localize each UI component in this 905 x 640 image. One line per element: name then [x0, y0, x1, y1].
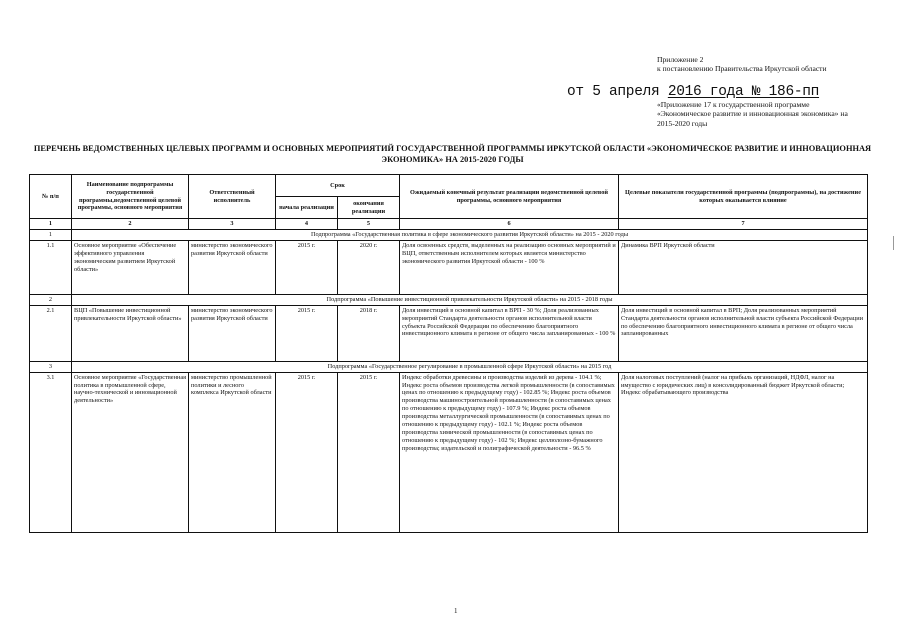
header-term: Срок: [276, 175, 400, 197]
annex-line-2: к постановлению Правительства Иркутской области: [657, 64, 827, 74]
row-result: Индекс обработки древесины и производства изделий из дерева - 104.1 %; Индекс роста объемов производства легкой промышленности (в сопоставимых ценах по отношению к предыдущему году) - 102.85 %; Индекс роста объемов производства машиностроительной промышленности (в сопоставимых ценах по отношению к предыдущему году) - 107.9 %; Индекс роста объемов производства металлургической промышленности (в сопоставимых ценах по отношению к предыдущему году) - 102.1 %; Индекс роста объемов производства химической промышленности (в сопоставимых ценах по отношению к предыдущему году) - 102 %; Индекс целлюлозно-бумажного производства; издательской и полиграфической деятельности - 96.5 %: [400, 372, 619, 532]
annex-note: [657, 55, 867, 74]
col-number: 1: [30, 219, 72, 230]
scan-artifact: [893, 236, 894, 250]
col-number: 3: [189, 219, 276, 230]
annex-line-1: Приложение 2: [657, 55, 704, 64]
table-row: [30, 305, 868, 361]
col-number: 2: [72, 219, 189, 230]
subprogram-num: 3: [30, 361, 72, 372]
row-start: 2015 г.: [276, 372, 338, 532]
header-name: Наименование подпрограммы государственной программы,ведомственной целевой программы, основного мероприятия: [72, 175, 189, 219]
row-result: Доля освоенных средств, выделенных на реализацию основных мероприятий и ВЦП, ответственным исполнителем которых является министерство экономического развития Иркутской области - 100 %: [400, 240, 619, 294]
header-executor: Ответственный исполнитель: [189, 175, 276, 219]
annex17-note: [657, 100, 867, 128]
row-indicators: Доля инвестиций в основной капитал в ВРП; Доля реализованных мероприятий Стандарта деятельности органов исполнительной власти субъекта Российской Федерации по обеспечению благоприятного инвестиционного климата в регионе от общего числа запланированных: [619, 305, 868, 361]
row-num: 3.1: [30, 372, 72, 532]
decree-year-number: 2016 года № 186-пп: [667, 84, 820, 100]
table-row: [30, 372, 868, 532]
header-term-start: начала реализации: [276, 197, 338, 219]
col-number: 6: [400, 219, 619, 230]
col-number: 5: [338, 219, 400, 230]
annex17-line-2: «Экономическое развитие и инновационная экономика» на 2015-2020 годы: [657, 109, 848, 128]
subprogram-title: Подпрограмма «Государственная политика в сфере экономического развития Иркутской области» на 2015 - 2020 годы: [72, 229, 868, 240]
row-num: 1.1: [30, 240, 72, 294]
header-term-end: окончания реализации: [338, 197, 400, 219]
subprogram-row: [30, 229, 868, 240]
header-result: Ожидаемый конечный результат реализации ведомственной целевой программы, основного мероприятия: [400, 175, 619, 219]
row-name: Основное мероприятие «Государственная политика в промышленной сфере, научно-технической и инновационной деятельности»: [72, 372, 189, 532]
row-result: Доля инвестиций в основной капитал в ВРП - 30 %; Доля реализованных мероприятий Стандарта деятельности органов исполнительной власти субъекта Российской Федерации по обеспечению благоприятного инвестиционного климата в регионе от общего числа запланированных - 100 %: [400, 305, 619, 361]
header-num: № п/п: [30, 175, 72, 219]
row-start: 2015 г.: [276, 240, 338, 294]
col-number: 7: [619, 219, 868, 230]
subprogram-num: 1: [30, 229, 72, 240]
programs-table: [29, 174, 868, 533]
subprogram-row: [30, 294, 868, 305]
row-end: 2015 г.: [338, 372, 400, 532]
page-number: 1: [454, 607, 458, 615]
row-executor: министерство экономического развития Иркутской области: [189, 240, 276, 294]
row-end: 2018 г.: [338, 305, 400, 361]
column-numbers-row: [30, 219, 868, 230]
header-indicators: Целевые показатели государственной программы (подпрограммы), на достижение которых оказывается влияние: [619, 175, 868, 219]
subprogram-row: [30, 361, 868, 372]
decree-date: [567, 84, 819, 100]
row-name: Основное мероприятие «Обеспечение эффективного управления экономическим развитием Иркутской области»: [72, 240, 189, 294]
row-indicators: Динамика ВРП Иркутской области: [619, 240, 868, 294]
annex17-line-1: «Приложение 17 к государственной программе: [657, 100, 810, 109]
col-number: 4: [276, 219, 338, 230]
page-title: ПЕРЕЧЕНЬ ВЕДОМСТВЕННЫХ ЦЕЛЕВЫХ ПРОГРАММ И ОСНОВНЫХ МЕРОПРИЯТИЙ ГОСУДАРСТВЕННОЙ ПРОГРАММЫ ИРКУТСКОЙ ОБЛАСТИ «ЭКОНОМИЧЕСКОЕ РАЗВИТИЕ И ИННОВАЦИОННАЯ ЭКОНОМИКА» НА 2015-2020 ГОДЫ: [33, 144, 872, 164]
row-executor: министерство промышленной политики и лесного комплекса Иркутской области: [189, 372, 276, 532]
table-row: [30, 240, 868, 294]
row-end: 2020 г.: [338, 240, 400, 294]
row-num: 2.1: [30, 305, 72, 361]
subprogram-title: Подпрограмма «Повышение инвестиционной привлекательности Иркутской области» на 2015 - 2018 годы: [72, 294, 868, 305]
row-start: 2015 г.: [276, 305, 338, 361]
subprogram-num: 2: [30, 294, 72, 305]
subprogram-title: Подпрограмма «Государственное регулирование в промышленной сфере Иркутской области» на 2015 год: [72, 361, 868, 372]
row-indicators: Доля налоговых поступлений (налог на прибыль организаций, НДФЛ, налог на имущество с юридических лиц) в консолидированный бюджет Иркутской области; Индекс обрабатывающего производства: [619, 372, 868, 532]
row-name: ВЦП «Повышение инвестиционной привлекательности Иркутской области»: [72, 305, 189, 361]
decree-prefix: от 5 апреля: [567, 84, 660, 100]
row-executor: министерство экономического развития Иркутской области: [189, 305, 276, 361]
